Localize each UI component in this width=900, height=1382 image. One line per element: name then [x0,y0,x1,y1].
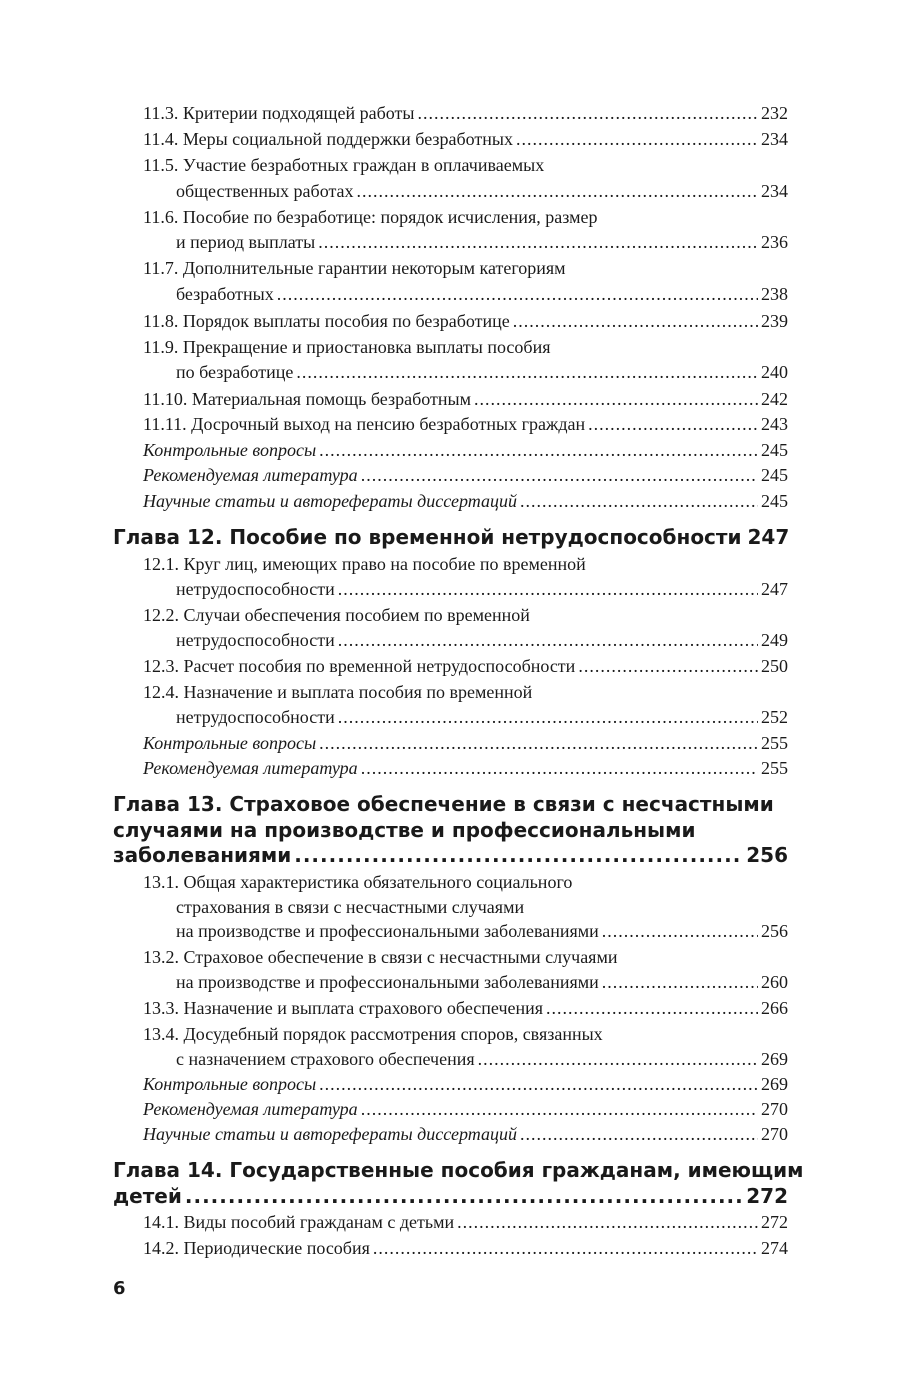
toc-page-number: 234 [761,181,788,201]
toc-leader-dots [457,1209,758,1235]
toc-page-number: 255 [761,758,788,778]
toc-entry-title: 14.1. Виды пособий гражданам с детьми [143,1212,455,1232]
toc-leader-dots [361,755,758,781]
toc-entry-title: случаями на производстве и профессиональными [113,818,696,842]
toc-leader-dots [602,918,758,944]
toc-entry-title: 12.3. Расчет пособия по временной нетрудоспособности [143,656,576,676]
toc-entry-title: Контрольные вопросы [143,1074,317,1094]
toc-page-number: 269 [761,1049,788,1069]
toc-line [113,1183,788,1209]
toc-line [143,437,788,463]
toc-line [143,1021,603,1047]
toc-leader-dots [185,1183,743,1209]
toc-entry-title: 11.10. Материальная помощь безработным [143,389,471,409]
toc-leader-dots [338,576,758,602]
toc-line [143,462,788,488]
toc-entry-title: нетрудоспособности [176,707,335,727]
toc-line [176,894,524,920]
toc-line [143,334,551,360]
toc-page-number: 260 [761,972,788,992]
toc-leader-dots [319,437,758,463]
toc-line [176,178,788,204]
toc-line [143,204,597,230]
toc-line [176,229,788,255]
toc-line [143,995,788,1021]
toc-line [143,386,788,412]
toc-line [143,602,530,628]
toc-page-number: 232 [761,103,788,123]
toc-line [143,100,788,126]
toc-entry-title: 12.2. Случаи обеспечения пособием по временной [143,605,530,625]
toc-entry-title: на производстве и профессиональными заболеваниями [176,972,599,992]
page-number: 6 [113,1278,126,1299]
toc-line [143,1235,788,1261]
toc-entry-title: 11.9. Прекращение и приостановка выплаты пособия [143,337,551,357]
toc-line [176,918,788,944]
toc-leader-dots [296,359,758,385]
toc-entry-title: общественных работах [176,181,354,201]
toc-leader-dots [478,1046,758,1072]
toc-leader-dots [319,730,758,756]
toc-line [176,281,788,307]
toc-entry-title: Рекомендуемая литература [143,465,358,485]
toc-entry-title: Рекомендуемая литература [143,1099,358,1119]
toc-entry-title: Контрольные вопросы [143,733,317,753]
toc-entry-title: 11.5. Участие безработных граждан в оплачиваемых [143,155,545,175]
toc-leader-dots [319,1071,758,1097]
toc-line [176,1046,788,1072]
toc-page-number: 250 [761,656,788,676]
toc-entry-title: 11.8. Порядок выплаты пособия по безработице [143,311,510,331]
toc-page-number: 243 [761,414,788,434]
toc-line [143,411,788,437]
toc-line [143,1096,788,1122]
toc-page-number: 249 [761,630,788,650]
toc-entry-title: нетрудоспособности [176,630,335,650]
toc-page-number: 247 [747,525,790,549]
toc-leader-dots [516,126,758,152]
toc-leader-dots [294,842,743,868]
toc-line [143,488,788,514]
toc-entry-title: 13.4. Досудебный порядок рассмотрения споров, связанных [143,1024,603,1044]
toc-leader-dots [578,653,758,679]
toc-leader-dots [588,411,758,437]
toc-leader-dots [417,100,758,126]
toc-entry-title: 13.3. Назначение и выплата страхового обеспечения [143,998,544,1018]
toc-line [113,524,788,550]
toc-page-number: 242 [761,389,788,409]
toc-page-number: 239 [761,311,788,331]
toc-line [143,730,788,756]
toc-entry-title: по безработице [176,362,294,382]
toc-page-number: 266 [761,998,788,1018]
toc-line [143,653,788,679]
toc-page-number: 256 [761,921,788,941]
toc-entry-title: детей [113,1184,182,1208]
toc-entry-title: и период выплаты [176,232,316,252]
toc-page-number: 274 [761,1238,788,1258]
toc-page-number: 272 [761,1212,788,1232]
toc-page-number: 238 [761,284,788,304]
toc-line [143,1209,788,1235]
toc-leader-dots [357,178,758,204]
toc-page-number: 234 [761,129,788,149]
toc-leader-dots [474,386,758,412]
toc-page-number: 245 [761,440,788,460]
toc-line [143,126,788,152]
toc-page-number: 272 [746,1184,788,1208]
toc-entry-title: Научные статьи и авторефераты диссертаций [143,491,517,511]
toc-entry-title: заболеваниями [113,843,292,867]
toc-line [143,308,788,334]
toc-line [143,1071,788,1097]
toc-entry-title: 11.3. Критерии подходящей работы [143,103,415,123]
toc-line [176,359,788,385]
toc-page-number: 270 [761,1124,788,1144]
toc-entry-title: 11.4. Меры социальной поддержки безработных [143,129,514,149]
toc-entry-title: 13.1. Общая характеристика обязательного социального [143,872,573,892]
toc-line [143,1121,788,1147]
toc-leader-dots [546,995,758,1021]
toc-leader-dots [338,627,758,653]
toc-line [176,576,788,602]
toc-line [143,255,566,281]
toc-page-number: 247 [761,579,788,599]
toc-entry-title: страхования в связи с несчастными случаями [176,897,525,917]
toc-entry-title: Рекомендуемая литература [143,758,358,778]
toc-page-number: 270 [761,1099,788,1119]
toc-page-number: 252 [761,707,788,727]
toc-entry-title: 11.7. Дополнительные гарантии некоторым категориям [143,258,566,278]
toc-line [176,969,788,995]
toc-leader-dots [520,1121,758,1147]
toc-entry-title: 13.2. Страховое обеспечение в связи с несчастными случаями [143,947,618,967]
toc-page-number: 240 [761,362,788,382]
toc-line [176,704,788,730]
toc-page-number: 245 [761,491,788,511]
toc-leader-dots [602,969,758,995]
toc-line [113,817,696,843]
toc-entry-title: Научные статьи и авторефераты диссертаций [143,1124,517,1144]
toc-leader-dots [513,308,758,334]
toc-line [143,152,544,178]
toc-entry-title: Глава 14. Государственные пособия гражданам, имеющим [113,1158,804,1182]
toc-entry-title: нетрудоспособности [176,579,335,599]
toc-entry-title: 11.6. Пособие по безработице: порядок исчисления, размер [143,207,598,227]
toc-page-number: 255 [761,733,788,753]
toc-line [143,944,618,970]
toc-leader-dots [361,1096,758,1122]
toc-page-number: 245 [761,465,788,485]
toc-entry-title: Контрольные вопросы [143,440,317,460]
toc-leader-dots [338,704,758,730]
toc-page-number: 269 [761,1074,788,1094]
toc-leader-dots [277,281,758,307]
toc-entry-title: Глава 12. Пособие по временной нетрудоспособности [113,525,742,549]
toc-leader-dots [361,462,758,488]
toc-entry-title: безработных [176,284,274,304]
toc-line [113,791,774,817]
toc-leader-dots [520,488,758,514]
toc-line [143,869,572,895]
toc-line [143,679,532,705]
toc-entry-title: 14.2. Периодические пособия [143,1238,370,1258]
toc-line [113,1157,803,1183]
toc-entry-title: Глава 13. Страховое обеспечение в связи с несчастными [113,792,774,816]
toc-entry-title: с назначением страхового обеспечения [176,1049,475,1069]
toc-page-number: 256 [746,843,788,867]
toc-entry-title: 11.11. Досрочный выход на пенсию безработных граждан [143,414,586,434]
toc-leader-dots [373,1235,758,1261]
toc-line [176,627,788,653]
toc-line [113,842,788,868]
toc-line [143,755,788,781]
toc-leader-dots [318,229,758,255]
toc-page-number: 236 [761,232,788,252]
toc-line [143,551,586,577]
toc-entry-title: 12.1. Круг лиц, имеющих право на пособие по временной [143,554,586,574]
toc-entry-title: 12.4. Назначение и выплата пособия по временной [143,682,533,702]
toc-entry-title: на производстве и профессиональными заболеваниями [176,921,599,941]
